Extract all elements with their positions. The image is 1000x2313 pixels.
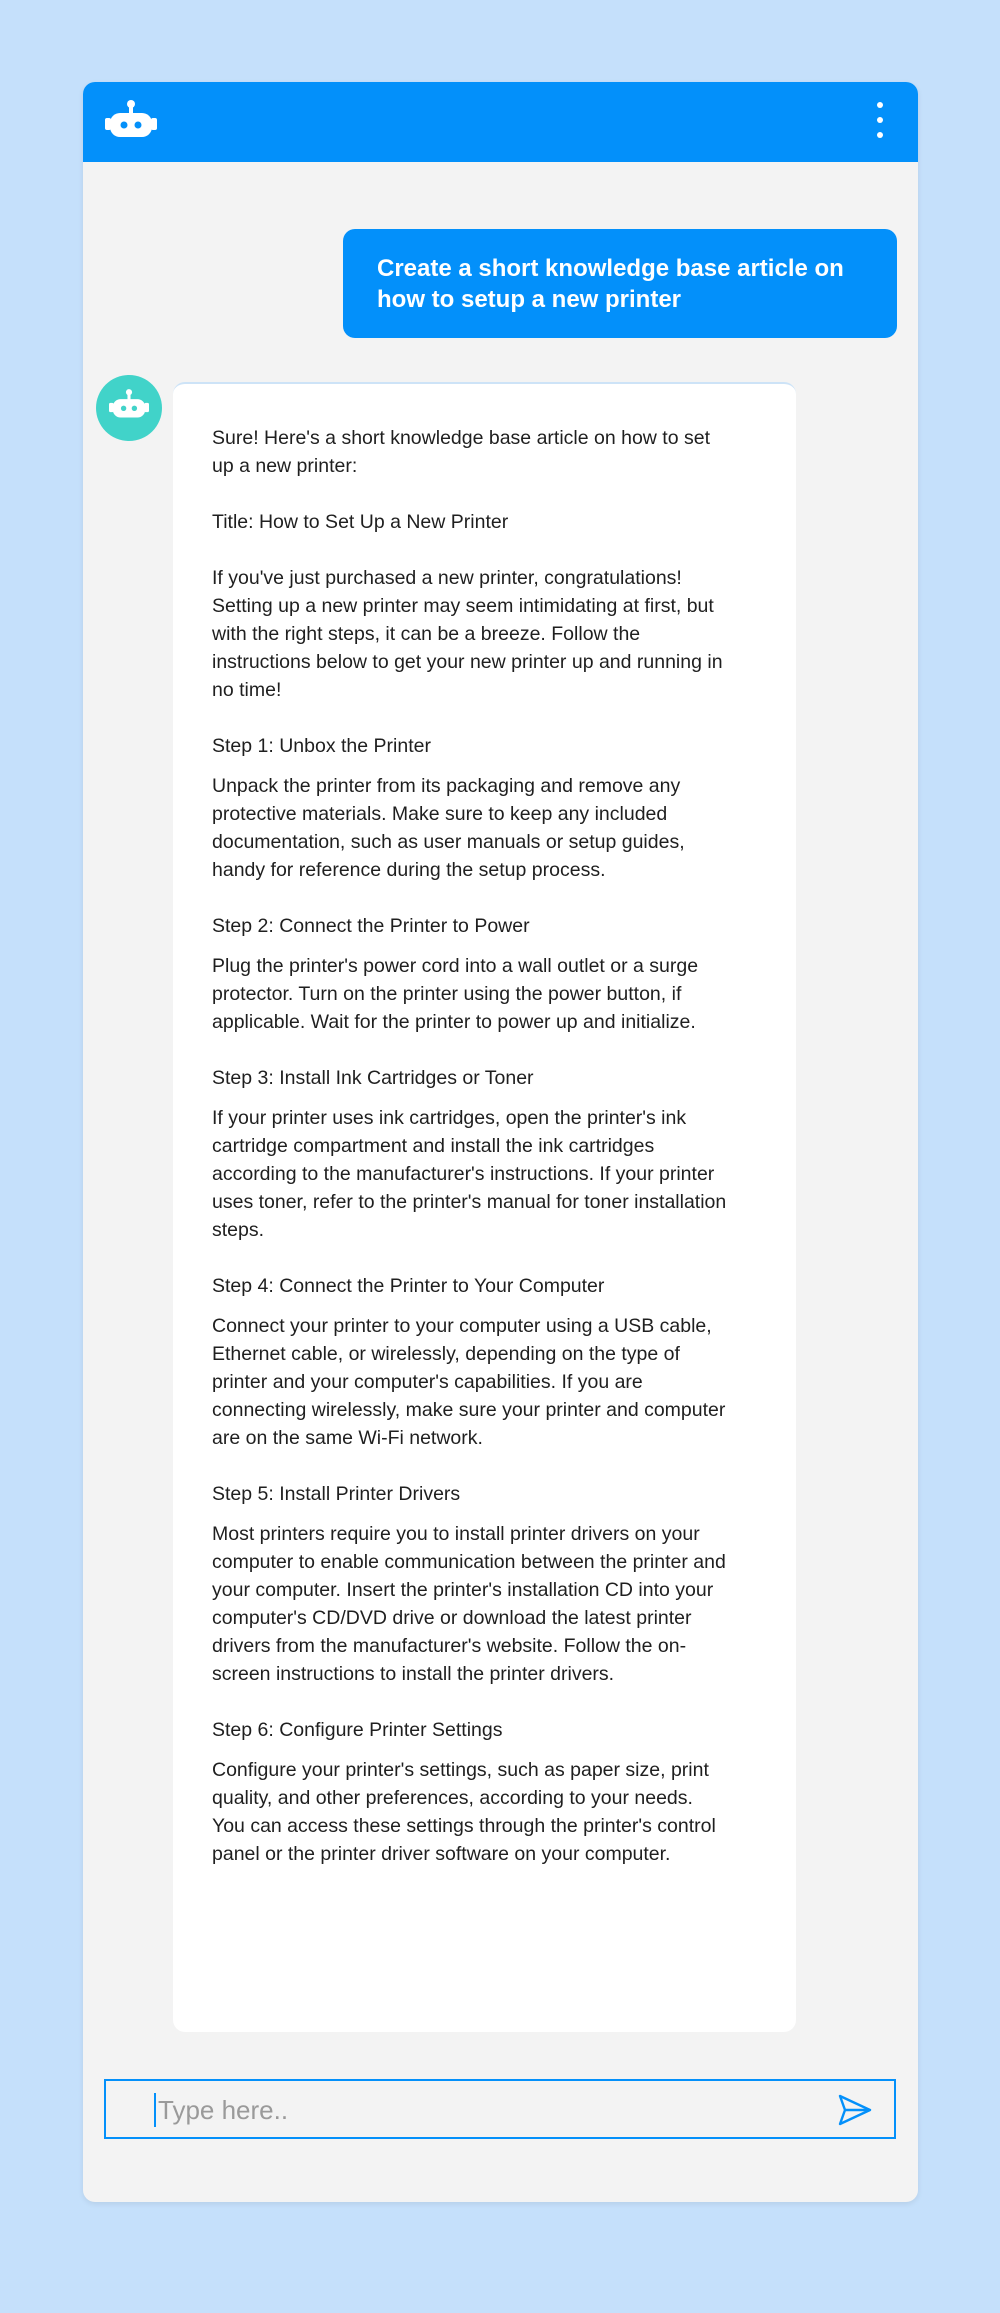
step-heading: Step 4: Connect the Printer to Your Computer bbox=[212, 1275, 605, 1297]
step-body: Most printers require you to install printer drivers on your computer to enable communication between the printer and your computer. Insert the printer's installation CD into your computer's CD/DVD drive or download the latest printer drivers from the manufacturer's website. Follow the on-screen instructions to install the printer drivers. bbox=[212, 1523, 726, 1685]
article-intro-paragraph: If you've just purchased a new printer, congratulations! Setting up a new printer may seem intimidating at first, but with the right steps, it can be a breeze. Follow the instructions below to get your new printer up and running in no time! bbox=[212, 567, 723, 701]
step-heading: Step 5: Install Printer Drivers bbox=[212, 1483, 461, 1505]
robot-icon bbox=[105, 100, 157, 144]
article-title: Title: How to Set Up a New Printer bbox=[212, 511, 509, 533]
step-body: Configure your printer's settings, such as paper size, print quality, and other preferences, according to your needs. You can access these settings through the printer's control panel or the printer driver software on your computer. bbox=[212, 1759, 716, 1865]
send-icon[interactable] bbox=[838, 2094, 872, 2126]
message-input-box bbox=[104, 2079, 896, 2139]
message-input[interactable] bbox=[156, 2089, 800, 2131]
chat-window bbox=[83, 82, 918, 2202]
step-body: Unpack the printer from its packaging and remove any protective materials. Make sure to keep any included documentation, such as user manuals or setup guides, handy for reference during the setup process. bbox=[212, 775, 685, 881]
step-heading: Step 6: Configure Printer Settings bbox=[212, 1719, 503, 1741]
step-heading: Step 1: Unbox the Printer bbox=[212, 735, 431, 757]
step-body: Connect your printer to your computer using a USB cable, Ethernet cable, or wirelessly, depending on the type of printer and your computer's capabilities. If you are connecting wirelessly, make sure your printer and computer are on the same Wi-Fi network. bbox=[212, 1315, 726, 1449]
bot-intro-text: Sure! Here's a short knowledge base article on how to set up a new printer: bbox=[212, 427, 710, 477]
robot-icon bbox=[109, 389, 149, 423]
step-heading: Step 2: Connect the Printer to Power bbox=[212, 915, 530, 937]
user-message-text: Create a short knowledge base article on how to setup a new printer bbox=[377, 255, 844, 313]
step-body: Plug the printer's power cord into a wall outlet or a surge protector. Turn on the printer using the power button, if applicable. Wait for the printer to power up and initialize. bbox=[212, 955, 699, 1033]
chat-header bbox=[83, 82, 918, 162]
kebab-menu-icon[interactable] bbox=[868, 102, 892, 144]
bot-message-bubble bbox=[173, 382, 796, 2032]
user-message-bubble bbox=[343, 229, 897, 338]
step-body: If your printer uses ink cartridges, open the printer's ink cartridge compartment and install the ink cartridges according to the manufacturer's instructions. If your printer uses toner, refer to the printer's manual for toner installation steps. bbox=[212, 1107, 727, 1241]
bot-avatar bbox=[96, 375, 162, 441]
step-heading: Step 3: Install Ink Cartridges or Toner bbox=[212, 1067, 534, 1089]
